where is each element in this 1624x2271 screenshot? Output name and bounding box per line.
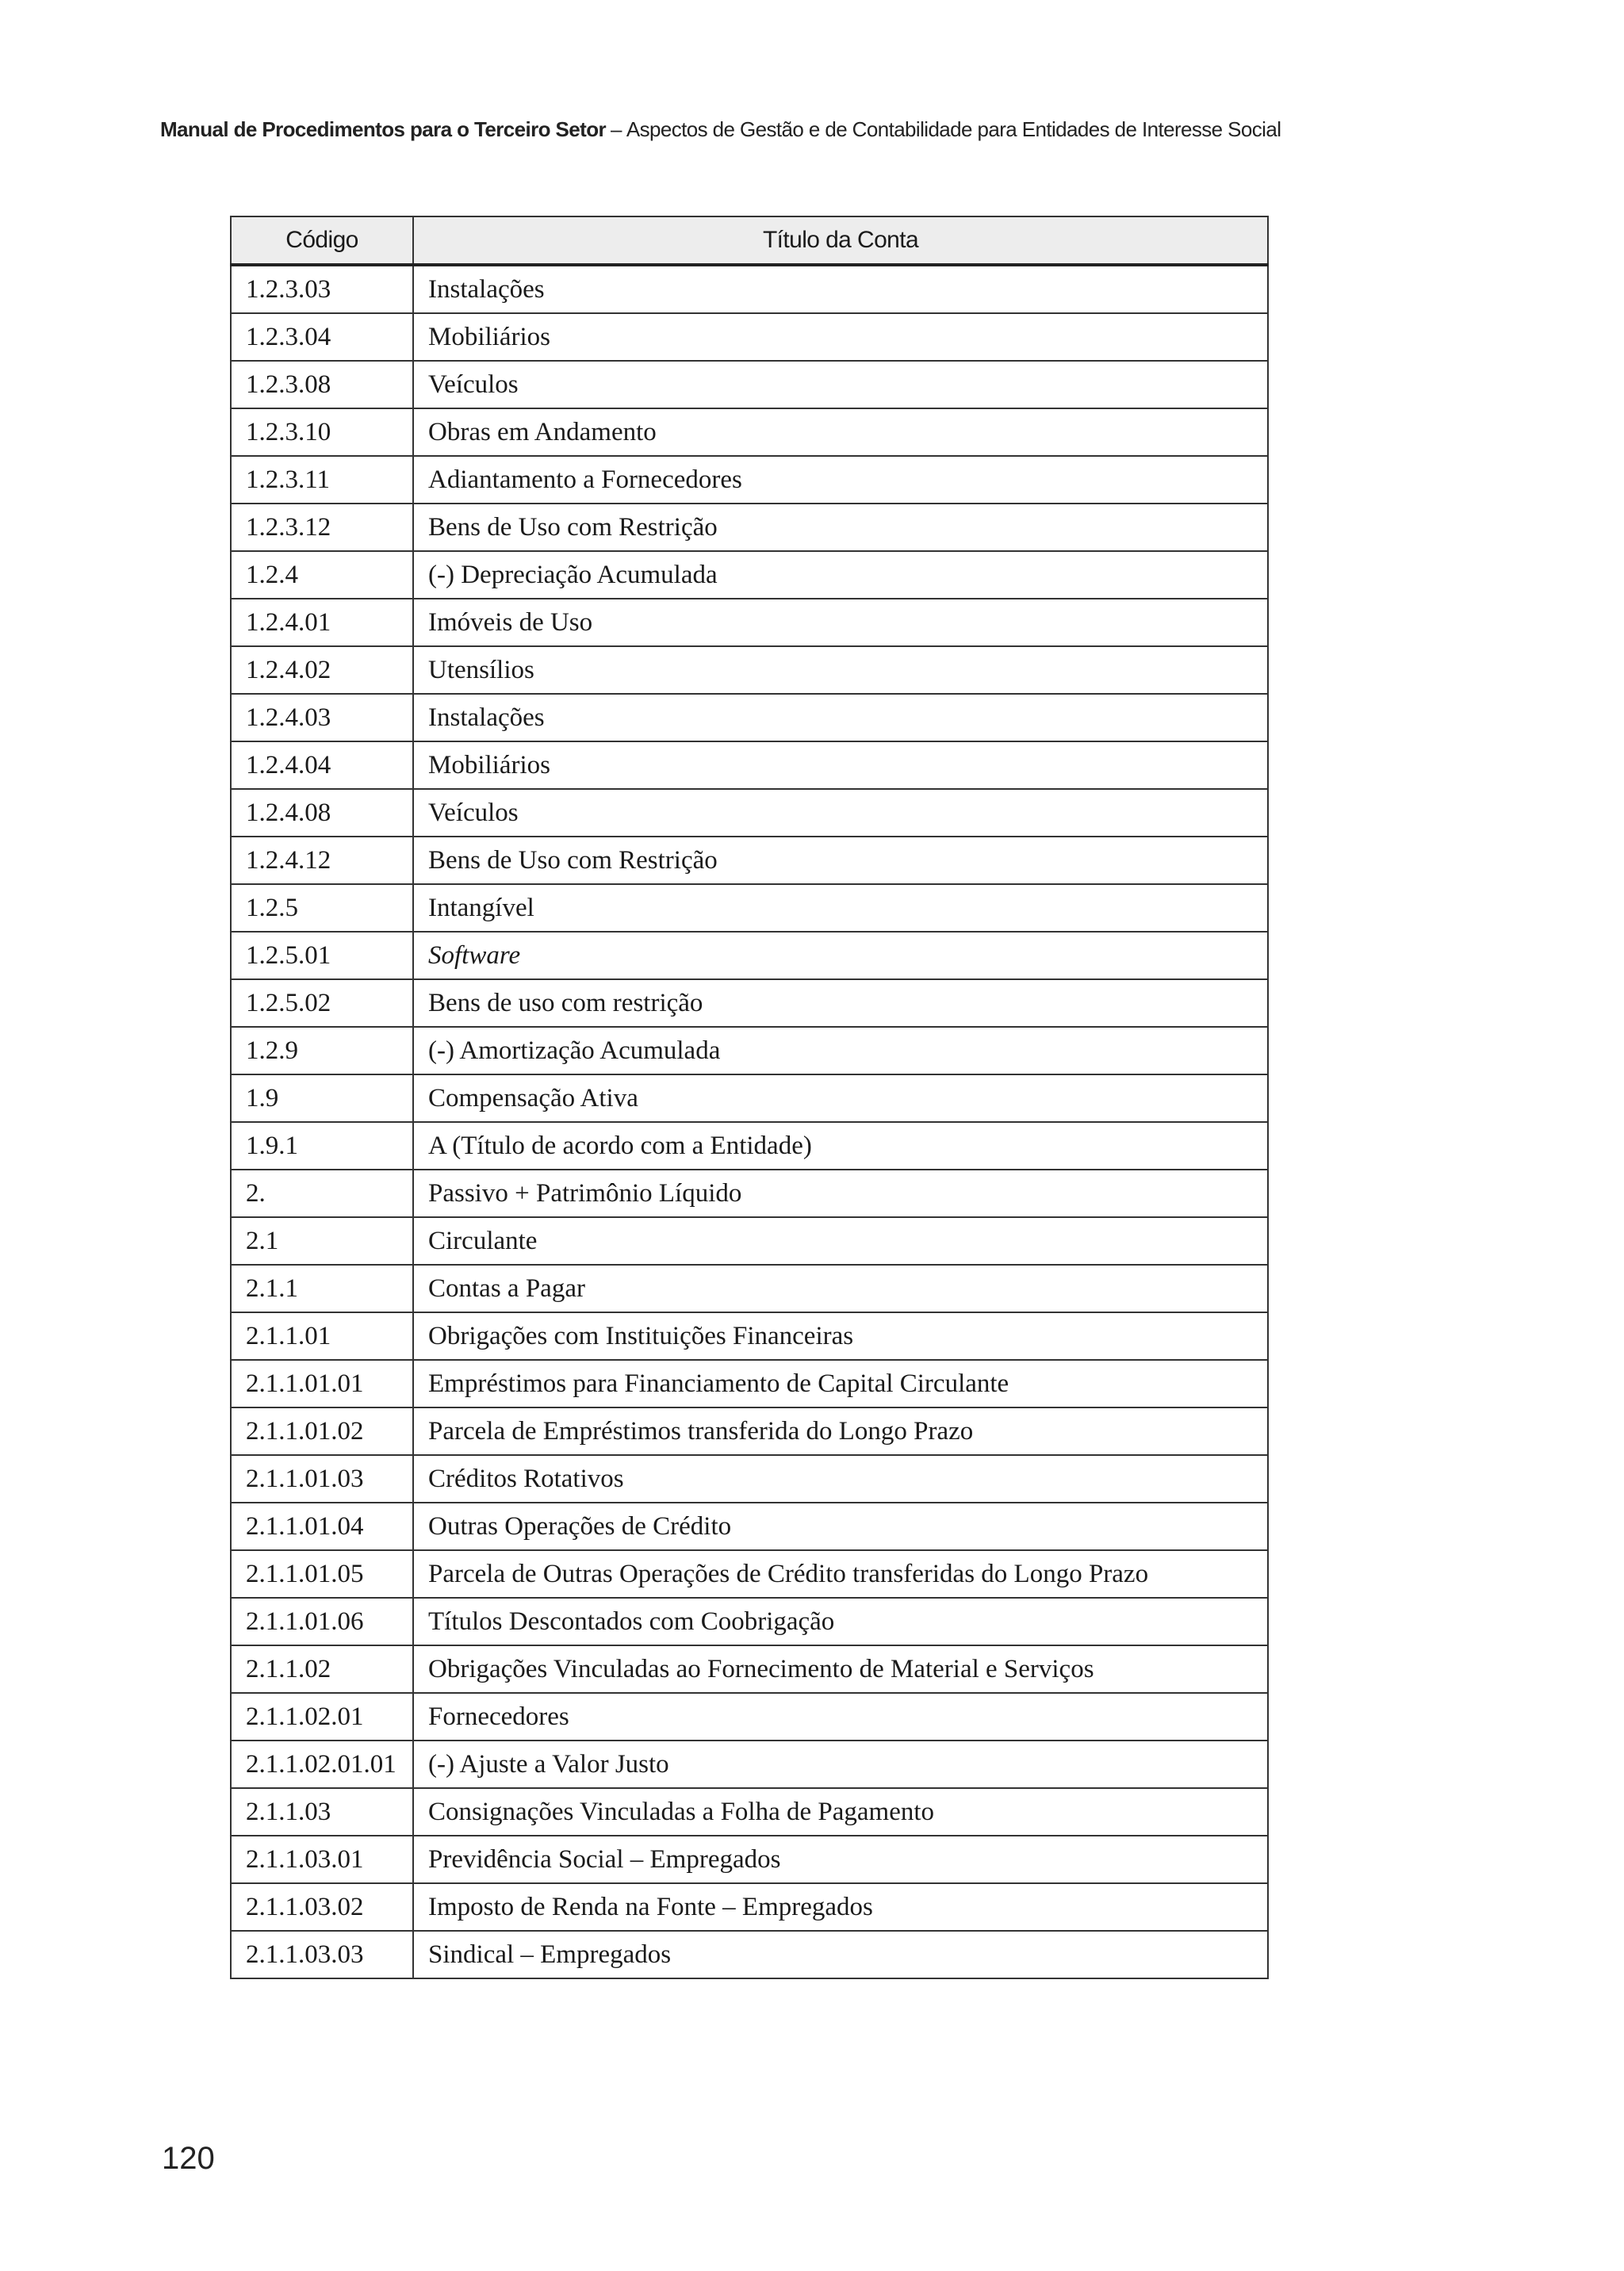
table-row xyxy=(231,408,1268,456)
account-title: Obrigações com Instituições Financeiras xyxy=(413,1312,1268,1360)
table-row xyxy=(231,646,1268,694)
account-code: 1.2.4.12 xyxy=(231,837,413,884)
account-title: Créditos Rotativos xyxy=(413,1455,1268,1503)
account-code: 1.2.5.02 xyxy=(231,979,413,1027)
table-row xyxy=(231,1360,1268,1407)
account-code: 2.1.1.01.01 xyxy=(231,1360,413,1407)
account-code: 1.2.3.04 xyxy=(231,313,413,361)
account-code: 2.1.1.03.03 xyxy=(231,1931,413,1978)
account-code: 1.2.4.08 xyxy=(231,789,413,837)
table-row xyxy=(231,1883,1268,1931)
account-code: 1.2.3.12 xyxy=(231,504,413,551)
table-row xyxy=(231,1170,1268,1217)
account-code: 2.1.1.03.02 xyxy=(231,1883,413,1931)
account-code: 2.1.1.01.05 xyxy=(231,1550,413,1598)
account-code: 1.2.4.04 xyxy=(231,741,413,789)
account-code: 1.2.3.08 xyxy=(231,361,413,408)
table-row xyxy=(231,313,1268,361)
table-row xyxy=(231,1598,1268,1645)
account-code: 2.1 xyxy=(231,1217,413,1265)
account-title: Software xyxy=(413,932,1268,979)
table-row xyxy=(231,979,1268,1027)
account-code: 2.1.1.02.01.01 xyxy=(231,1741,413,1788)
table-row xyxy=(231,1550,1268,1598)
table-row xyxy=(231,837,1268,884)
account-title: Bens de Uso com Restrição xyxy=(413,504,1268,551)
account-code: 1.2.5 xyxy=(231,884,413,932)
account-code: 1.9.1 xyxy=(231,1122,413,1170)
table-row xyxy=(231,1407,1268,1455)
table-row xyxy=(231,1455,1268,1503)
account-title: Mobiliários xyxy=(413,741,1268,789)
account-title: Obrigações Vinculadas ao Fornecimento de Material e Serviços xyxy=(413,1645,1268,1693)
account-title: Mobiliários xyxy=(413,313,1268,361)
account-code: 1.2.9 xyxy=(231,1027,413,1074)
table-row xyxy=(231,694,1268,741)
table-row xyxy=(231,1645,1268,1693)
table-row xyxy=(231,1027,1268,1074)
account-title: A (Título de acordo com a Entidade) xyxy=(413,1122,1268,1170)
account-code: 1.2.4.02 xyxy=(231,646,413,694)
account-title: Compensação Ativa xyxy=(413,1074,1268,1122)
account-code: 2. xyxy=(231,1170,413,1217)
book-title: Manual de Procedimentos para o Terceiro Setor xyxy=(160,117,607,141)
account-title: Instalações xyxy=(413,694,1268,741)
table-row xyxy=(231,1503,1268,1550)
table-row xyxy=(231,599,1268,646)
table-row xyxy=(231,1836,1268,1883)
table-body xyxy=(231,265,1268,1978)
account-title: Instalações xyxy=(413,265,1268,313)
account-code: 2.1.1.01.06 xyxy=(231,1598,413,1645)
column-header-code: Código xyxy=(231,216,413,265)
account-title: Bens de uso com restrição xyxy=(413,979,1268,1027)
table-row xyxy=(231,551,1268,599)
account-code: 2.1.1.02 xyxy=(231,1645,413,1693)
account-code: 1.2.5.01 xyxy=(231,932,413,979)
account-title: Passivo + Patrimônio Líquido xyxy=(413,1170,1268,1217)
account-title: Veículos xyxy=(413,789,1268,837)
account-code: 2.1.1.01 xyxy=(231,1312,413,1360)
account-title: Bens de Uso com Restrição xyxy=(413,837,1268,884)
table-row xyxy=(231,1074,1268,1122)
table-row xyxy=(231,361,1268,408)
account-code: 1.2.4.03 xyxy=(231,694,413,741)
table-row xyxy=(231,1788,1268,1836)
account-code: 2.1.1.02.01 xyxy=(231,1693,413,1741)
account-title: Contas a Pagar xyxy=(413,1265,1268,1312)
table-row xyxy=(231,265,1268,313)
table-row xyxy=(231,1217,1268,1265)
table-row xyxy=(231,1312,1268,1360)
book-subtitle: Aspectos de Gestão e de Contabilidade para Entidades de Interesse Social xyxy=(626,117,1281,141)
table-row xyxy=(231,1265,1268,1312)
table-row xyxy=(231,884,1268,932)
account-title: Consignações Vinculadas a Folha de Pagamento xyxy=(413,1788,1268,1836)
account-title: Parcela de Outras Operações de Crédito transferidas do Longo Prazo xyxy=(413,1550,1268,1598)
account-title: Utensílios xyxy=(413,646,1268,694)
account-title: Veículos xyxy=(413,361,1268,408)
account-title: (-) Amortização Acumulada xyxy=(413,1027,1268,1074)
table-row xyxy=(231,1741,1268,1788)
account-code: 2.1.1.03 xyxy=(231,1788,413,1836)
account-title: Fornecedores xyxy=(413,1693,1268,1741)
table-row xyxy=(231,932,1268,979)
account-code: 2.1.1.01.03 xyxy=(231,1455,413,1503)
table-row xyxy=(231,456,1268,504)
account-title: (-) Depreciação Acumulada xyxy=(413,551,1268,599)
table-row xyxy=(231,789,1268,837)
account-title: Empréstimos para Financiamento de Capital Circulante xyxy=(413,1360,1268,1407)
account-title: Imóveis de Uso xyxy=(413,599,1268,646)
column-header-title: Título da Conta xyxy=(413,216,1268,265)
running-header xyxy=(160,117,1281,142)
table-row xyxy=(231,741,1268,789)
account-title: Títulos Descontados com Coobrigação xyxy=(413,1598,1268,1645)
account-title: Circulante xyxy=(413,1217,1268,1265)
account-code: 1.2.3.10 xyxy=(231,408,413,456)
table-row xyxy=(231,1122,1268,1170)
account-title: Intangível xyxy=(413,884,1268,932)
account-code: 1.2.4 xyxy=(231,551,413,599)
header-separator: – xyxy=(611,117,622,141)
account-code: 1.2.3.03 xyxy=(231,265,413,313)
account-code: 2.1.1.03.01 xyxy=(231,1836,413,1883)
account-code: 2.1.1.01.02 xyxy=(231,1407,413,1455)
account-title: Sindical – Empregados xyxy=(413,1931,1268,1978)
table-header-row xyxy=(231,216,1268,265)
account-title: Outras Operações de Crédito xyxy=(413,1503,1268,1550)
account-title: Previdência Social – Empregados xyxy=(413,1836,1268,1883)
account-title: Obras em Andamento xyxy=(413,408,1268,456)
account-code: 2.1.1.01.04 xyxy=(231,1503,413,1550)
account-title: (-) Ajuste a Valor Justo xyxy=(413,1741,1268,1788)
account-title: Parcela de Empréstimos transferida do Longo Prazo xyxy=(413,1407,1268,1455)
account-title: Imposto de Renda na Fonte – Empregados xyxy=(413,1883,1268,1931)
account-code: 1.2.4.01 xyxy=(231,599,413,646)
table-row xyxy=(231,1693,1268,1741)
account-code: 1.9 xyxy=(231,1074,413,1122)
account-code: 2.1.1 xyxy=(231,1265,413,1312)
table-row xyxy=(231,504,1268,551)
account-code: 1.2.3.11 xyxy=(231,456,413,504)
page-number: 120 xyxy=(162,2141,215,2176)
table-row xyxy=(231,1931,1268,1978)
account-title: Adiantamento a Fornecedores xyxy=(413,456,1268,504)
chart-of-accounts-table xyxy=(230,216,1269,1979)
